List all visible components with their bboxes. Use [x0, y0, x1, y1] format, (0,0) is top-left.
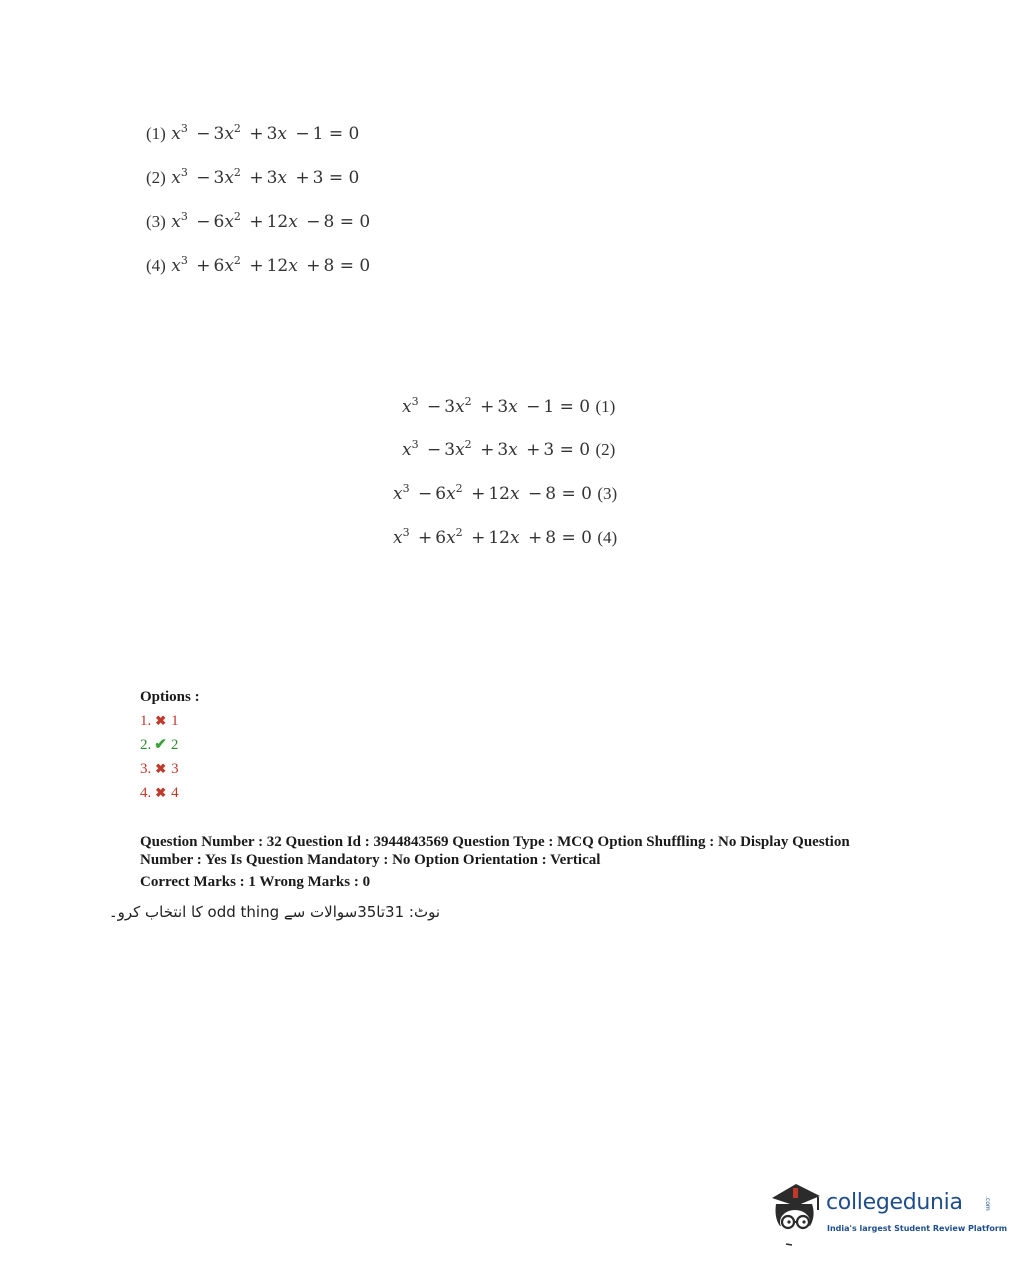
option-value: 1 — [171, 713, 179, 729]
cross-icon: ✖ — [155, 785, 167, 800]
answer-option-3 — [140, 760, 179, 778]
english-option-3: (3) $x^3 - 6x^2 + 12x - 8 = 0$ — [146, 210, 371, 232]
cross-icon: ✖ — [155, 761, 167, 776]
option-value: 4 — [171, 785, 179, 801]
english-option-2: (2) $x^3 - 3x^2 + 3x + 3 = 0$ — [146, 166, 360, 188]
option-value: 3 — [171, 761, 179, 777]
option-number: 3. — [140, 761, 152, 777]
urdu-option-2: $x^3 - 3x^2 + 3x + 3 = 0$ (2) — [402, 438, 616, 460]
option-number: 4. — [140, 785, 152, 801]
answer-option-1 — [140, 712, 179, 730]
urdu-note: نوٹ: 31تا35سوالات سے odd thing کا انتخاب کرو۔ — [108, 903, 440, 921]
question-meta-line2: Number : Yes Is Question Mandatory : No Option Orientation : Vertical — [140, 852, 601, 868]
logo-tagline: India's largest Student Review Platform — [827, 1224, 1008, 1233]
answer-option-2 — [140, 736, 178, 754]
question-meta-line1: Question Number : 32 Question Id : 3944843569 Question Type : MCQ Option Shuffling : No Display Question — [140, 834, 850, 850]
logo-name: collegedunia — [826, 1190, 963, 1215]
logo-dotcom: .com — [984, 1196, 991, 1211]
urdu-option-3: $x^3 - 6x^2 + 12x - 8 = 0$ (3) — [393, 482, 618, 504]
english-option-4: (4) $x^3 + 6x^2 + 12x + 8 = 0$ — [146, 254, 371, 276]
options-title: Options : — [140, 689, 200, 705]
urdu-option-4: $x^3 + 6x^2 + 12x + 8 = 0$ (4) — [393, 526, 618, 548]
urdu-option-1: $x^3 - 3x^2 + 3x - 1 = 0$ (1) — [402, 395, 616, 417]
option-value: 2 — [170, 737, 179, 753]
answer-option-4 — [140, 784, 179, 802]
cross-icon: ✖ — [155, 713, 167, 728]
collegedunia-logo — [766, 1178, 1008, 1250]
english-option-1: (1) $x^3 - 3x^2 + 3x - 1 = 0$ — [146, 122, 360, 144]
question-meta-line3: Correct Marks : 1 Wrong Marks : 0 — [140, 874, 371, 890]
option-number: 1. — [140, 713, 152, 729]
mascot-icon — [766, 1178, 824, 1250]
check-icon: ✔ — [154, 737, 167, 753]
option-number: 2. — [140, 737, 152, 753]
